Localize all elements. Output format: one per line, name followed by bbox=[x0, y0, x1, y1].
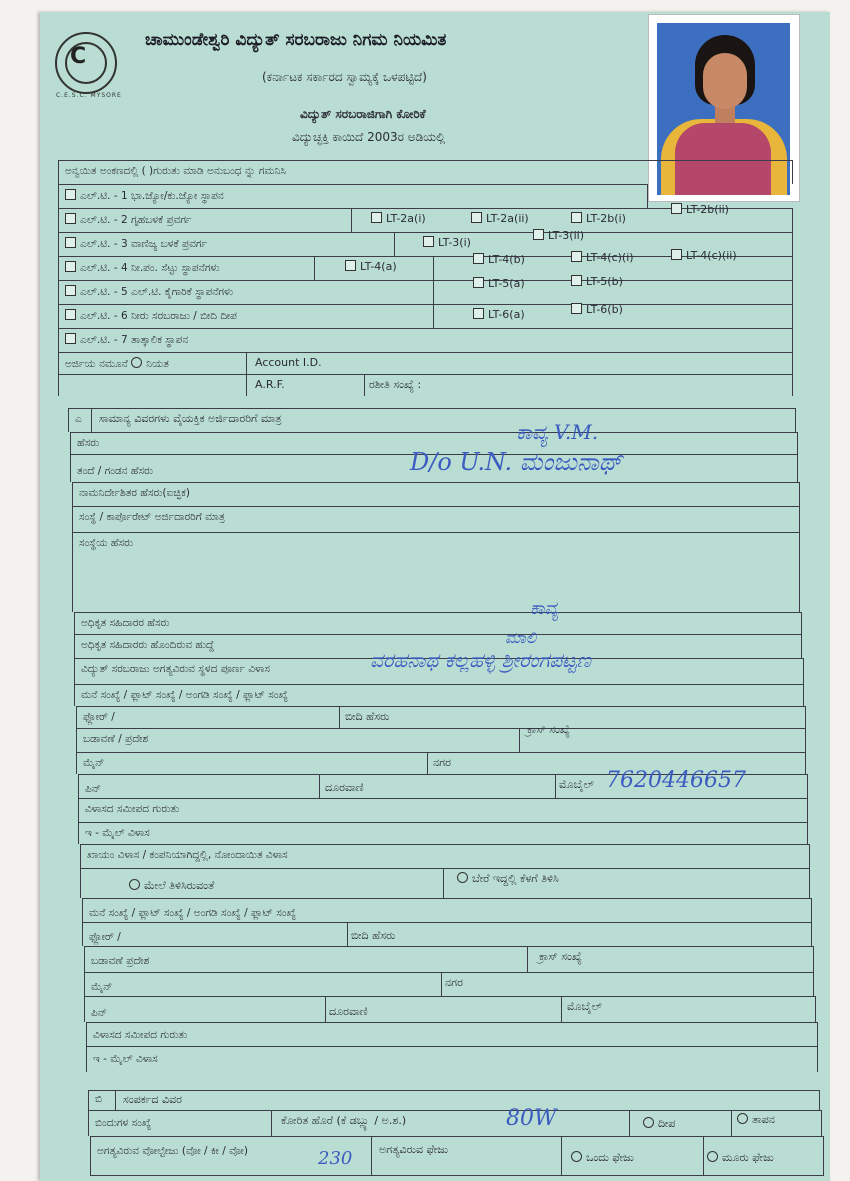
perm-choice-row: ಮೇಲೆ ತಿಳಿಸಿರುವಂತೆ ಬೇರೆ ಇದ್ದಲ್ಲಿ ಕೆಳಗೆ ತಿಳಿಸಿ bbox=[80, 868, 810, 898]
main-row: ಮೈನ್ ನಗರ bbox=[76, 752, 806, 774]
nominee-row: ನಾಮನಿರ್ದೇಶಿತರ ಹೆಸರು(ಐಚ್ಛಿಕ) bbox=[72, 482, 800, 506]
supply-addr-row: ವಿದ್ಯುತ್ ಸರಬರಾಜು ಅಗತ್ಯವಿರುವ ಸ್ಥಳದ ಪೂರ್ಣ ವಿಳಾಸ bbox=[74, 658, 804, 684]
lt7-row: ಎಲ್.ಟಿ. - 7 ತಾತ್ಕಾಲಿಕ ಸ್ಥಾಪನ bbox=[58, 328, 793, 352]
floor2-row: ಫ್ಲೋರ್ / ಬೀದಿ ಹೆಸರು bbox=[82, 922, 812, 946]
hw-father: D/o U.N. ಮಂಜುನಾಥ್ bbox=[410, 448, 623, 476]
corporate-row: ಸಂಸ್ಥೆ / ಕಾರ್ಪೊರೇಟ್ ಅರ್ಜಿದಾರರಿಗೆ ಮಾತ್ರ bbox=[72, 506, 800, 532]
company-title: ಚಾಮುಂಡೇಶ್ವರಿ ವಿದ್ಯುತ್ ಸರಬರಾಜು ನಿಗಮ ನಿಯಮಿತ bbox=[145, 30, 447, 50]
hw-mobile: 7620446657 bbox=[606, 768, 746, 793]
pin2-row: ಪಿನ್ ದೂರವಾಣಿ ಮೊಬೈಲ್ bbox=[84, 996, 816, 1022]
cesc-logo: C bbox=[55, 32, 117, 94]
house2-row: ಮನೆ ಸಂಖ್ಯೆ / ಫ್ಲಾಟ್ ಸಂಖ್ಯೆ / ಅಂಗಡಿ ಸಂಖ್ಯೆ / ಫ್ಲಾಟ್ ಸಂಖ್ಯೆ bbox=[82, 898, 812, 922]
hw-voltage: 230 bbox=[318, 1148, 353, 1169]
main2-row: ಮೈನ್ ನಗರ bbox=[84, 972, 814, 996]
hw-auth-sig: ಕಾವ್ಯ bbox=[530, 598, 559, 619]
application-type-row: ಅರ್ಜಿಯ ನಮೂನೆ ನಿಯತ Account I.D. bbox=[58, 352, 793, 374]
arf-row: A.R.F. ರಶೀತಿ ಸಂಖ್ಯೆ : bbox=[58, 374, 793, 396]
company-subtitle: (ಕರ್ನಾಟಕ ಸರ್ಕಾರದ ಸ್ವಾಮ್ಯಕ್ಕೆ ಒಳಪಟ್ಟಿದೆ) bbox=[262, 70, 427, 84]
house-row: ಮನೆ ಸಂಖ್ಯೆ / ಫ್ಲಾಟ್ ಸಂಖ್ಯೆ / ಅಂಗಡಿ ಸಂಖ್ಯೆ / ಫ್ಲಾಟ್ ಸಂಖ್ಯೆ bbox=[74, 684, 804, 706]
hw-load: 80W bbox=[506, 1106, 557, 1131]
auth-desig-row: ಅಧಿಕೃತ ಸಹಿದಾರರು ಹೊಂದಿರುವ ಹುದ್ದೆ bbox=[74, 634, 802, 658]
lt4-row: ಎಲ್.ಟಿ. - 4 ನೀ.ಪಂ. ಸೆಟ್ಟು ಸ್ಥಾಪನೆಗಳು LT-4(a) LT-4(b) LT-4(c)(i) LT-4(c)(ii) bbox=[58, 256, 793, 280]
hw-name: ಕಾವ್ಯ V.M. bbox=[516, 420, 599, 444]
pin-row: ಪಿನ್ ದೂರವಾಣಿ ಮೊಬೈಲ್ bbox=[78, 774, 808, 798]
email2-row: ಇ - ಮೈಲ್ ವಿಳಾಸ bbox=[86, 1046, 818, 1072]
voltage-row: ಅಗತ್ಯವಿರುವ ವೋಲ್ಟೇಜು (ವೋ / ಕೀ / ವೋ) ಅಗತ್ಯವಿರುವ ಫೇಜು ಒಂದು ಫೇಜು ಮೂರು ಫೇಜು bbox=[90, 1136, 824, 1176]
lt1-row: ಎಲ್.ಟಿ. - 1 ಭಾ.ಜ್ಯೋ/ಕು.ಜ್ಯೋ ಸ್ಥಾಪನ bbox=[58, 184, 648, 208]
name-row: ಹೆಸರು bbox=[70, 432, 798, 454]
area-row: ಬಡಾವಣೆ / ಪ್ರದೇಶ ಕ್ರಾಸ್ ಸಂಖ್ಯೆ bbox=[76, 728, 806, 752]
logo-caption: C.E.S.C. MYSORE bbox=[56, 92, 122, 99]
section-a-heading: ಎ ಸಾಮಾನ್ಯ ವಿವರಗಳು ವೈಯಕ್ತಿಕ ಅರ್ಜಿದಾರರಿಗೆ ಮಾತ್ರ bbox=[68, 408, 796, 432]
points-row: ಬಿಂದುಗಳ ಸಂಖ್ಯೆ ಕೋರಿತ ಹೊರೆ (ಕೆ ಡಬ್ಲ್ಯು / ಅ.ಶ.) ದೀಪ ತಾಪನ bbox=[88, 1110, 822, 1136]
section-b-heading: ಬಿ ಸಂಪರ್ಕದ ವಿವರ bbox=[88, 1090, 820, 1110]
hw-supply-addr: ವರಹನಾಥ ಕಲ್ಲಹಳ್ಳಿ ಶ್ರೀರಂಗಪಟ್ಟಣ bbox=[370, 648, 591, 672]
area2-row: ಬಡಾವಣೆ ಪ್ರದೇಶ ಕ್ರಾಸ್ ಸಂಖ್ಯೆ bbox=[84, 946, 814, 972]
hw-auth-desig: ಮಾಲಿ bbox=[505, 628, 537, 647]
instruction-row: ಅನ್ವಯಿತ ಅಂಕಣದಲ್ಲಿ ( )ಗುರುತು ಮಾಡಿ ಅನುಬಂಧ ನ್ನು ಗಮನಿಸಿ bbox=[58, 160, 793, 184]
lt6-row: ಎಲ್.ಟಿ. - 6 ನೀರು ಸರಬರಾಜು / ಬೀದಿ ದೀಪ LT-6(a) LT-6(b) bbox=[58, 304, 793, 328]
act-line: ವಿದ್ಯುಚ್ಛಕ್ತಿ ಕಾಯಿದೆ 2003ರ ಅಡಿಯಲ್ಲಿ bbox=[292, 130, 446, 144]
father-row: ತಂದೆ / ಗಂಡನ ಹೆಸರು bbox=[70, 454, 798, 482]
perm-addr-row: ಖಾಯಂ ವಿಳಾಸ / ಕಂಪನಿಯಾಗಿದ್ದಲ್ಲಿ, ನೋಂದಾಯಿತ ವಿಳಾಸ bbox=[80, 844, 810, 868]
lt5-row: ಎಲ್.ಟಿ. - 5 ಎಲ್.ಟಿ. ಕೈಗಾರಿಕೆ ಸ್ಥಾಪನೆಗಳು LT-5(a) LT-5(b) bbox=[58, 280, 793, 304]
org-name-row: ಸಂಸ್ಥೆಯ ಹೆಸರು bbox=[72, 532, 800, 612]
floor-row: ಫ್ಲೋರ್ / ಬೀದಿ ಹೆಸರು bbox=[76, 706, 806, 728]
lt2-row: ಎಲ್.ಟಿ. - 2 ಗೃಹಬಳಕೆ ಪ್ರವರ್ಗ LT-2a(i) LT-2a(ii) LT-2b(i) LT-2b(ii) bbox=[58, 208, 793, 232]
form-title: ವಿದ್ಯುತ್ ಸರಬರಾಜಿಗಾಗಿ ಕೋರಿಕೆ bbox=[300, 107, 426, 121]
landmark2-row: ವಿಳಾಸದ ಸಮೀಪದ ಗುರುತು bbox=[86, 1022, 818, 1046]
auth-sig-row: ಅಧಿಕೃತ ಸಹಿದಾರರ ಹೆಸರು bbox=[74, 612, 802, 634]
email-row: ಇ - ಮೈಲ್ ವಿಳಾಸ bbox=[78, 822, 808, 844]
lt3-row: ಎಲ್.ಟಿ. - 3 ವಾಣಿಜ್ಯ ಬಳಕೆ ಪ್ರವರ್ಗ LT-3(i) LT-3(ii) bbox=[58, 232, 793, 256]
landmark-row: ವಿಳಾಸದ ಸಮೀಪದ ಗುರುತು bbox=[78, 798, 808, 822]
